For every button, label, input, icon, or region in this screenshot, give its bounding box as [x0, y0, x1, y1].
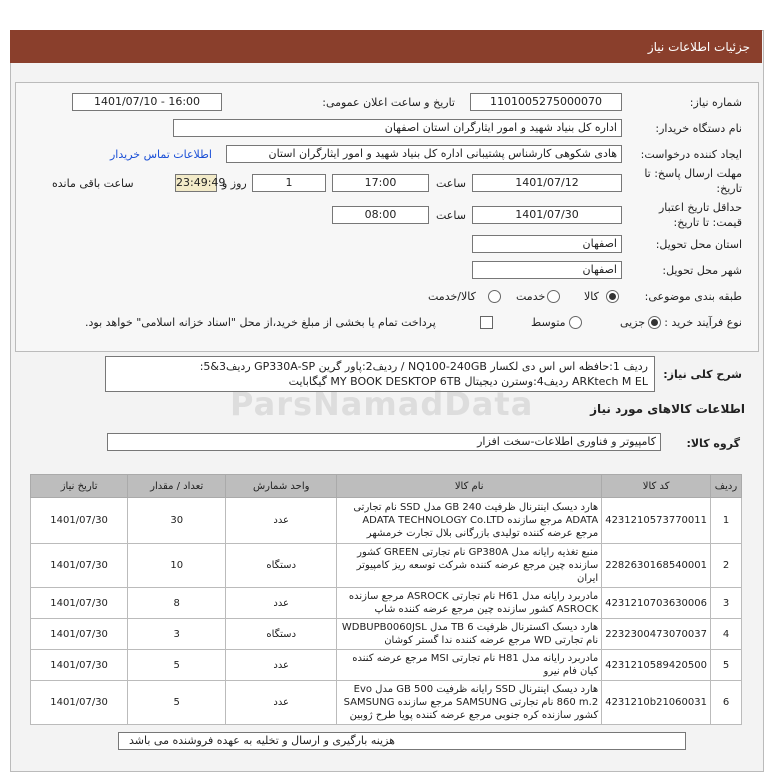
- cell-date: 1401/07/30: [31, 498, 128, 544]
- purchase-option-medium: متوسط: [531, 316, 566, 329]
- cell-name: هارد دیسک اینترنال ظرفیت GB 240 مدل SSD نام تجارتی ADATA مرجع سازنده ADATA TECHNOLOGY Co.LTD مرجع عرضه کننده تولیدی بازرگانی بلال تجارت خرمشهر: [337, 498, 602, 544]
- cell-qty: 3: [128, 619, 226, 650]
- note-box: [118, 732, 686, 750]
- cell-qty: 10: [128, 544, 226, 588]
- cell-index: 6: [711, 681, 742, 725]
- cell-code: 4231210b21060031: [602, 681, 711, 725]
- cell-qty: 8: [128, 588, 226, 619]
- col-header-date: تاریخ نیاز: [31, 475, 128, 498]
- cell-name: مادربرد رایانه مدل H81 نام تجارتی MSI مرجع عرضه کننده کیان فام نیرو: [337, 650, 602, 681]
- cell-index: 3: [711, 588, 742, 619]
- deadline-time-label: ساعت: [436, 177, 466, 190]
- table-row: [31, 650, 742, 681]
- creator-label: ایجاد کننده درخواست:: [640, 148, 742, 161]
- cell-date: 1401/07/30: [31, 619, 128, 650]
- payment-note: پرداخت تمام یا بخشی از مبلغ خرید،از محل "اسناد خزانه اسلامی" خواهد بود.: [85, 316, 436, 329]
- need-number-field[interactable]: 1101005275000070: [470, 93, 622, 111]
- need-number-label: شماره نیاز:: [689, 96, 742, 109]
- table-row: [31, 619, 742, 650]
- goods-table: [30, 474, 742, 725]
- cell-unit: عدد: [226, 588, 337, 619]
- purchase-label: نوع فرآیند خرید :: [664, 316, 742, 329]
- cell-code: 4231210573770011: [602, 498, 711, 544]
- description-label: شرح کلی نیاز:: [663, 368, 742, 381]
- deadline-time-field[interactable]: 17:00: [332, 174, 429, 192]
- col-header-qty: تعداد / مقدار: [128, 475, 226, 498]
- goods-section-title: اطلاعات کالاهای مورد نیاز: [590, 402, 745, 416]
- category-option-goods: کالا: [584, 290, 599, 303]
- validity-date-field[interactable]: 1401/07/30: [472, 206, 622, 224]
- announce-label: تاریخ و ساعت اعلان عمومی:: [322, 96, 455, 109]
- note-text: هزینه بارگیری و ارسال و تخلیه به عهده فروشنده می باشد: [129, 734, 395, 747]
- purchase-radio-medium[interactable]: [569, 316, 582, 329]
- table-header-row: [31, 475, 742, 498]
- province-label: استان محل تحویل:: [655, 238, 742, 251]
- category-option-service: خدمت: [516, 290, 546, 303]
- category-option-both: کالا/خدمت: [428, 290, 476, 303]
- watermark: ParsNamadData: [230, 385, 534, 423]
- validity-label-date: قیمت: تا تاریخ:: [673, 216, 742, 229]
- purchase-option-minor: جزیی: [620, 316, 646, 329]
- cell-code: 4231210589420500: [602, 650, 711, 681]
- category-label: طبقه بندی موضوعی:: [644, 290, 742, 303]
- table-row: [31, 498, 742, 544]
- cell-qty: 30: [128, 498, 226, 544]
- cell-index: 4: [711, 619, 742, 650]
- deadline-label-date: تاریخ:: [716, 182, 742, 195]
- cell-code: 4231210703630006: [602, 588, 711, 619]
- category-radio-service[interactable]: [547, 290, 560, 303]
- creator-field[interactable]: هادی شکوهی کارشناس پشتیبانی اداره کل بنیاد شهید و امور ایثارگران استان: [226, 145, 622, 163]
- goods-group-label: گروه کالا:: [686, 437, 740, 450]
- validity-time-field[interactable]: 08:00: [332, 206, 429, 224]
- cell-unit: عدد: [226, 681, 337, 725]
- buyer-label: نام دستگاه خریدار:: [655, 122, 742, 135]
- cell-code: 2232300473070037: [602, 619, 711, 650]
- province-field[interactable]: اصفهان: [472, 235, 622, 253]
- deadline-date-field[interactable]: 1401/07/12: [472, 174, 622, 192]
- cell-unit: عدد: [226, 650, 337, 681]
- remaining-time-field: 23:49:49: [175, 174, 217, 192]
- cell-name: هارد دیسک اینترنال SSD رایانه ظرفیت GB 500 مدل Evo 860 m.2 نام تجارتی SAMSUNG مرجع سازنده SAMSUNG کشور سازنده کره جنوبی مرجع عرضه کننده پویا طرح ژوبین: [337, 681, 602, 725]
- table-row: [31, 681, 742, 725]
- remaining-label: ساعت باقی مانده: [52, 177, 134, 190]
- cell-date: 1401/07/30: [31, 681, 128, 725]
- cell-unit: دستگاه: [226, 544, 337, 588]
- cell-qty: 5: [128, 650, 226, 681]
- treasury-checkbox[interactable]: [480, 316, 493, 329]
- validity-label: حداقل تاریخ اعتبار: [658, 201, 742, 214]
- validity-time-label: ساعت: [436, 209, 466, 222]
- cell-index: 1: [711, 498, 742, 544]
- days-label: روز و: [222, 177, 247, 190]
- cell-unit: دستگاه: [226, 619, 337, 650]
- cell-name: مادربرد رایانه مدل H61 نام تجارتی ASROCK مرجع سازنده ASROCK کشور سازنده چین مرجع عرضه کننده شاپ: [337, 588, 602, 619]
- contact-buyer-link[interactable]: اطلاعات تماس خریدار: [110, 148, 212, 161]
- cell-name: منبع تغذیه رایانه مدل GP380A نام تجارتی GREEN کشور سازنده چین مرجع عرضه کننده شرکت توسعه ریز کامپیوتر ایران: [337, 544, 602, 588]
- cell-date: 1401/07/30: [31, 588, 128, 619]
- city-label: شهر محل تحویل:: [662, 264, 742, 277]
- description-line-1: ردیف 1:حافظه اس اس دی لکسار NQ100-240GB / ردیف2:پاور گرین GP330A-SP ردیف3&5:: [199, 360, 648, 373]
- description-line-2: ARKtech M EL ردیف4:وسترن دیجیتال MY BOOK DESKTOP 6TB گیگابایت: [288, 375, 648, 388]
- cell-date: 1401/07/30: [31, 650, 128, 681]
- goods-group-field[interactable]: کامپیوتر و فناوری اطلاعات-سخت افزار: [107, 433, 661, 451]
- col-header-unit: واحد شمارش: [226, 475, 337, 498]
- cell-index: 5: [711, 650, 742, 681]
- category-radio-goods[interactable]: [606, 290, 619, 303]
- cell-index: 2: [711, 544, 742, 588]
- category-radio-both[interactable]: [488, 290, 501, 303]
- cell-date: 1401/07/30: [31, 544, 128, 588]
- cell-unit: عدد: [226, 498, 337, 544]
- deadline-label: مهلت ارسال پاسخ: تا: [644, 167, 742, 180]
- table-row: [31, 544, 742, 588]
- announce-field[interactable]: 1401/07/10 - 16:00: [72, 93, 222, 111]
- col-header-name: نام کالا: [337, 475, 602, 498]
- page-title: جزئیات اطلاعات نیاز: [647, 40, 750, 54]
- days-field[interactable]: 1: [252, 174, 326, 192]
- col-header-code: کد کالا: [602, 475, 711, 498]
- cell-qty: 5: [128, 681, 226, 725]
- city-field[interactable]: اصفهان: [472, 261, 622, 279]
- cell-name: هارد دیسک اکسترنال ظرفیت TB 6 مدل WDBUPB0060JSL نام تجارتی WD مرجع عرضه کننده ندا گستر کوشان: [337, 619, 602, 650]
- table-row: [31, 588, 742, 619]
- col-header-index: ردیف: [711, 475, 742, 498]
- cell-code: 2282630168540001: [602, 544, 711, 588]
- buyer-field[interactable]: اداره کل بنیاد شهید و امور ایثارگران استان اصفهان: [173, 119, 622, 137]
- purchase-radio-minor[interactable]: [648, 316, 661, 329]
- page-header: [10, 30, 762, 63]
